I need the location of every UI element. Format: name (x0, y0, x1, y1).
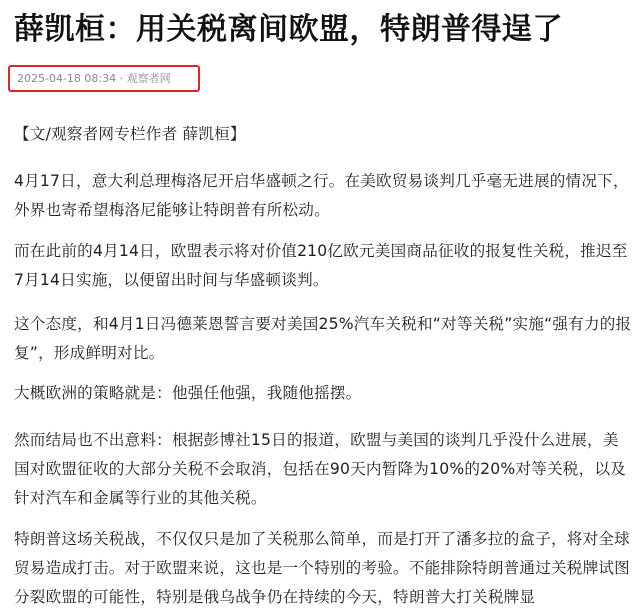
meta-highlight-box (8, 65, 200, 92)
paragraph: 这个态度，和4月1日冯德莱恩誓言要对美国25%汽车关税和“对等关税”实施“强有力的报复”，形成鲜明对比。 (14, 315, 632, 362)
article-meta: 2025-04-18 08:34 · 观察者网 (17, 72, 171, 85)
paragraph: 而在此前的4月14日，欧盟表示将对价值210亿欧元美国商品征收的报复性关税，推迟至7月14日实施，以便留出时间与华盛顿谈判。 (14, 242, 628, 289)
paragraph: 大概欧洲的策略就是：他强任他强，我随他摇摆。 (14, 384, 362, 402)
paragraph: 然而结局也不出意料：根据彭博社15日的报道，欧盟与美国的谈判几乎没什么进展，美国对欧盟征收的大部分关税不会取消，包括在90天内暂降为10%的20%对等关税，以及针对汽车和金属等行业的其他关税。 (14, 431, 626, 507)
paragraph: 特朗普这场关税战，不仅仅只是加了关税那么简单，而是打开了潘多拉的盒子，将对全球贸易造成打击。对于欧盟来说，这也是一个特别的考验。不能排除特朗普通过关税牌试图分裂欧盟的可能性，特别是俄乌战争仍在持续的今天，特朗普大打关税牌显 (14, 530, 630, 606)
author-line: 【文/观察者网专栏作者 薛凯桓】 (14, 125, 246, 143)
paragraph: 4月17日，意大利总理梅洛尼开启华盛顿之行。在美欧贸易谈判几乎毫无进展的情况下，外界也寄希望梅洛尼能够让特朗普有所松动。 (14, 172, 629, 219)
article-title: 薛凯桓：用关税离间欧盟，特朗普得逞了 (14, 12, 563, 47)
